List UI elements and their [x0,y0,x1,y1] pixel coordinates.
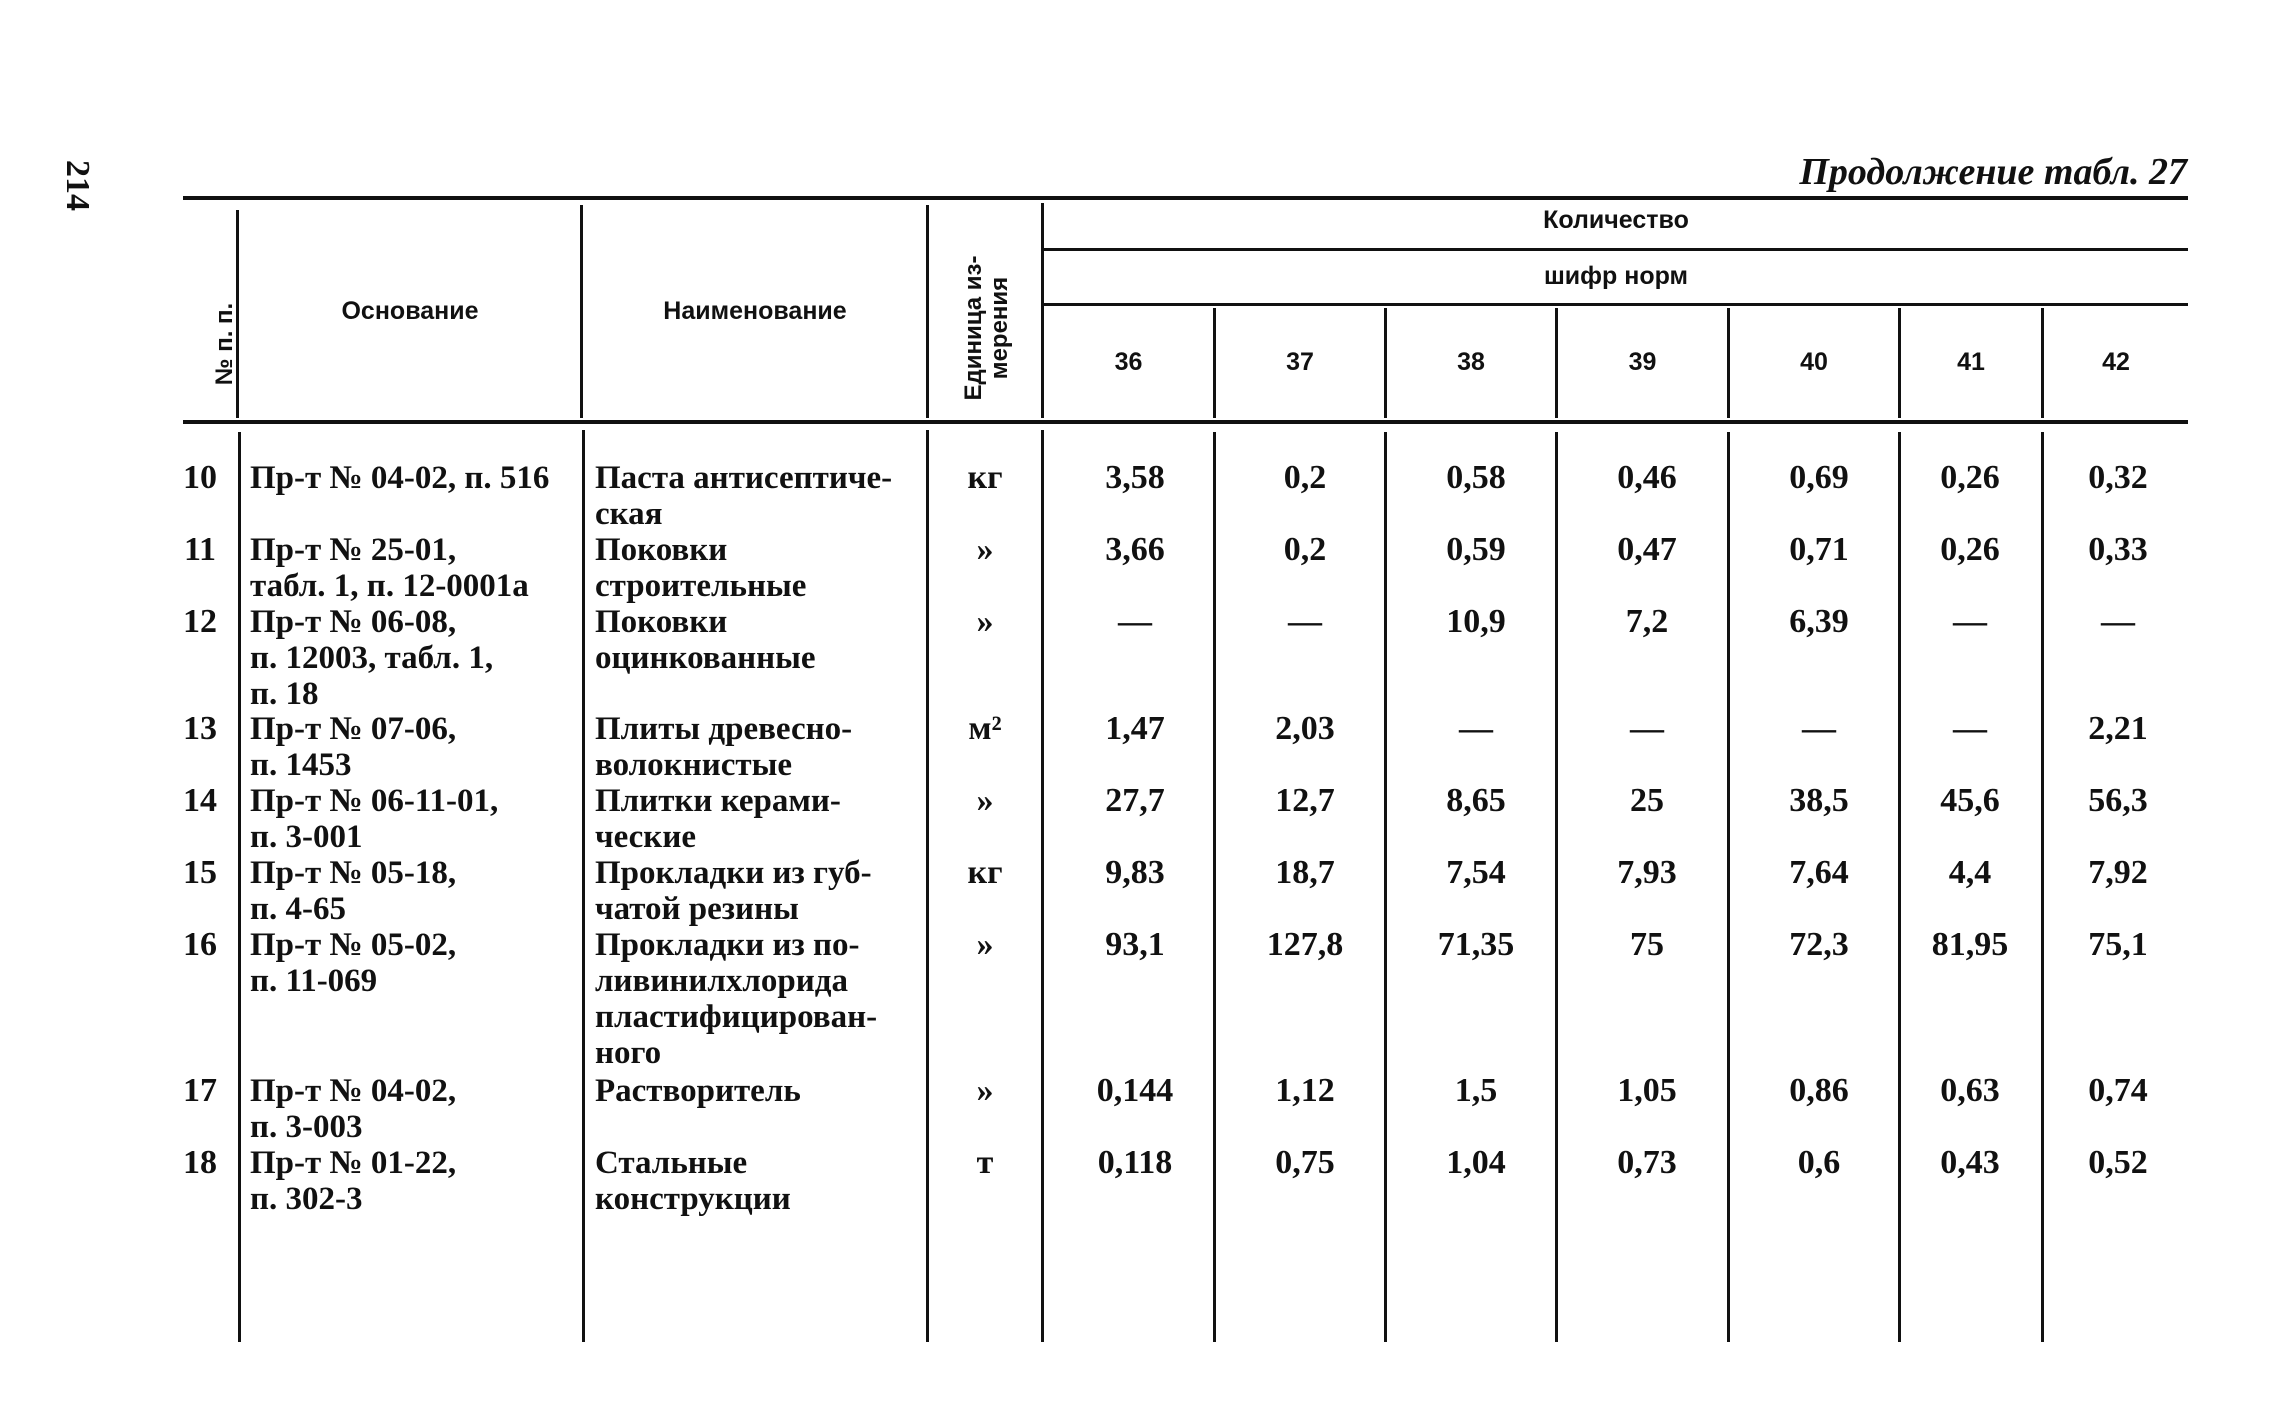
body-divider [1384,432,1387,1342]
row-name-line: Поковки [595,532,728,568]
row-value-41: 0,43 [1940,1144,2000,1181]
row-number: 17 [183,1072,217,1109]
row-value-39: 7,2 [1625,603,1669,640]
row-basis-line: Пр-т № 06-08, [250,604,457,640]
row-value-40: 38,5 [1789,782,1849,819]
row-value-36: 3,66 [1105,531,1165,568]
row-value-37: 1,12 [1275,1072,1335,1109]
body-divider [1041,430,1044,1342]
header-quantity: Количество [1543,206,1689,234]
row-value-38: 1,5 [1454,1072,1498,1109]
row-name-line: Прокладки из губ- [595,855,872,891]
norm-code-rule [1043,303,2188,306]
row-value-41: 0,26 [1940,459,2000,496]
row-unit: » [976,603,994,640]
header-code-3: 39 [1628,348,1657,376]
row-value-39: 0,46 [1617,459,1677,496]
row-value-39: 1,05 [1617,1072,1677,1109]
row-unit: » [976,926,994,963]
row-number: 18 [183,1144,217,1181]
row-value-36: — [1118,603,1152,640]
row-value-36: 1,47 [1105,710,1165,747]
row-value-36: 0,144 [1096,1072,1174,1109]
continuation-title: Продолжение табл. 27 [1799,151,2187,193]
row-number: 16 [183,926,217,963]
row-value-40: — [1802,710,1836,747]
row-value-38: 10,9 [1446,603,1506,640]
row-name-line: пластифицирован- [595,999,878,1035]
row-value-41: — [1953,710,1987,747]
row-name-line: ного [595,1035,662,1071]
row-basis-line: Пр-т № 04-02, п. 516 [250,460,550,496]
row-value-41: 81,95 [1931,926,2009,963]
row-name-line: конструкции [595,1181,791,1217]
row-value-42: 0,32 [2088,459,2148,496]
row-value-40: 72,3 [1789,926,1849,963]
row-value-38: 8,65 [1446,782,1506,819]
row-value-41: 4,4 [1948,854,1992,891]
row-name-line: ливинилхлорида [595,963,848,999]
header-code-4: 40 [1800,348,1828,376]
row-basis-line: п. 1453 [250,747,352,783]
row-number: 10 [183,459,217,496]
row-value-40: 0,71 [1789,531,1849,568]
row-value-42: 0,74 [2088,1072,2148,1109]
row-value-37: 0,75 [1275,1144,1335,1181]
row-value-37: 12,7 [1275,782,1335,819]
header-divider [926,205,929,418]
row-number: 12 [183,603,217,640]
header-num: № п. п. [211,302,238,386]
row-value-40: 0,69 [1789,459,1849,496]
row-name-line: строительные [595,568,807,604]
row-value-37: 127,8 [1266,926,1344,963]
row-value-41: 0,63 [1940,1072,2000,1109]
row-value-42: 0,52 [2088,1144,2148,1181]
body-divider [582,430,585,1342]
row-value-41: 0,26 [1940,531,2000,568]
row-value-40: 6,39 [1789,603,1849,640]
row-value-42: — [2101,603,2135,640]
row-basis-line: Пр-т № 06-11-01, [250,783,499,819]
row-value-42: 7,92 [2088,854,2148,891]
row-number: 14 [183,782,217,819]
row-value-40: 0,86 [1789,1072,1849,1109]
row-basis-line: п. 18 [250,676,319,712]
row-basis-line: Пр-т № 07-06, [250,711,457,747]
row-value-38: 1,04 [1446,1144,1506,1181]
row-name-line: ческие [595,819,696,855]
row-value-36: 0,118 [1097,1144,1173,1181]
row-value-38: 0,58 [1446,459,1506,496]
header-unit-line2: мерения [986,276,1013,380]
row-value-38: 0,59 [1446,531,1506,568]
row-name-line: Плиты древесно- [595,711,853,747]
header-name: Наименование [663,297,847,325]
row-value-38: 71,35 [1437,926,1515,963]
row-unit: » [976,1072,994,1109]
header-code-1: 37 [1286,348,1314,376]
row-value-41: 45,6 [1940,782,2000,819]
header-unit [961,253,1013,403]
row-basis-line: табл. 1, п. 12-0001а [250,568,529,604]
row-value-42: 75,1 [2088,926,2148,963]
row-basis-line: п. 11-069 [250,963,378,999]
row-value-37: 2,03 [1275,710,1335,747]
row-value-36: 9,83 [1105,854,1165,891]
row-number: 11 [183,531,217,568]
header-code-2: 38 [1457,348,1485,376]
row-name-line: Стальные [595,1145,748,1181]
row-name-line: оцинкованные [595,640,816,676]
row-basis-line: п. 12003, табл. 1, [250,640,494,676]
row-name-line: ская [595,496,663,532]
row-value-39: 0,47 [1617,531,1677,568]
row-value-37: — [1288,603,1322,640]
row-name-line: Паста антисептиче- [595,460,893,496]
body-divider [1727,432,1730,1342]
header-bottom-rule [183,420,2188,424]
row-value-42: 56,3 [2088,782,2148,819]
quantity-rule [1043,248,2188,251]
row-value-38: — [1459,710,1493,747]
row-basis-line: Пр-т № 25-01, [250,532,457,568]
row-unit: м² [968,710,1002,747]
row-name-line: волокнистые [595,747,792,783]
row-value-37: 0,2 [1283,459,1327,496]
row-value-38: 7,54 [1446,854,1506,891]
row-value-37: 0,2 [1283,531,1327,568]
row-value-39: 75 [1630,926,1664,963]
row-basis-line: п. 4-65 [250,891,347,927]
row-number: 15 [183,854,217,891]
body-divider [1213,432,1216,1342]
page-number: 214 [59,160,96,211]
row-unit: кг [967,854,1003,891]
body-divider [926,430,929,1342]
row-value-39: 0,73 [1617,1144,1677,1181]
header-divider [1041,203,1044,418]
row-basis-line: п. 3-001 [250,819,363,855]
row-unit: » [976,531,994,568]
row-basis-line: Пр-т № 04-02, [250,1073,457,1109]
row-value-42: 2,21 [2088,710,2148,747]
row-name-line: Прокладки из по- [595,927,860,963]
row-name-line: чатой резины [595,891,799,927]
body-divider [1898,432,1901,1342]
row-value-36: 27,7 [1105,782,1165,819]
header-basis: Основание [341,297,479,325]
row-name-line: Растворитель [595,1073,801,1109]
row-basis-line: Пр-т № 05-18, [250,855,457,891]
row-name-line: Плитки керами- [595,783,841,819]
row-value-39: 25 [1630,782,1664,819]
row-basis-line: Пр-т № 01-22, [250,1145,457,1181]
row-value-41: — [1953,603,1987,640]
header-divider [580,205,583,418]
row-value-39: 7,93 [1617,854,1677,891]
row-value-40: 7,64 [1789,854,1849,891]
row-number: 13 [183,710,217,747]
row-basis-line: Пр-т № 05-02, [250,927,457,963]
row-value-36: 93,1 [1105,926,1165,963]
row-value-39: — [1630,710,1664,747]
row-name-line: Поковки [595,604,728,640]
row-unit: » [976,782,994,819]
row-unit: т [976,1144,994,1181]
row-value-42: 0,33 [2088,531,2148,568]
row-basis-line: п. 302-3 [250,1181,363,1217]
header-code-5: 41 [1957,348,1985,376]
row-value-37: 18,7 [1275,854,1335,891]
row-basis-line: п. 3-003 [250,1109,363,1145]
header-norm-code: шифр норм [1543,262,1689,290]
header-unit-line1: Единица из- [960,255,987,401]
row-unit: кг [967,459,1003,496]
body-divider [2041,432,2044,1342]
body-divider [1555,432,1558,1342]
row-value-36: 3,58 [1105,459,1165,496]
top-rule [183,196,2188,200]
row-value-40: 0,6 [1797,1144,1841,1181]
header-code-6: 42 [2102,348,2130,376]
header-code-0: 36 [1114,348,1143,376]
